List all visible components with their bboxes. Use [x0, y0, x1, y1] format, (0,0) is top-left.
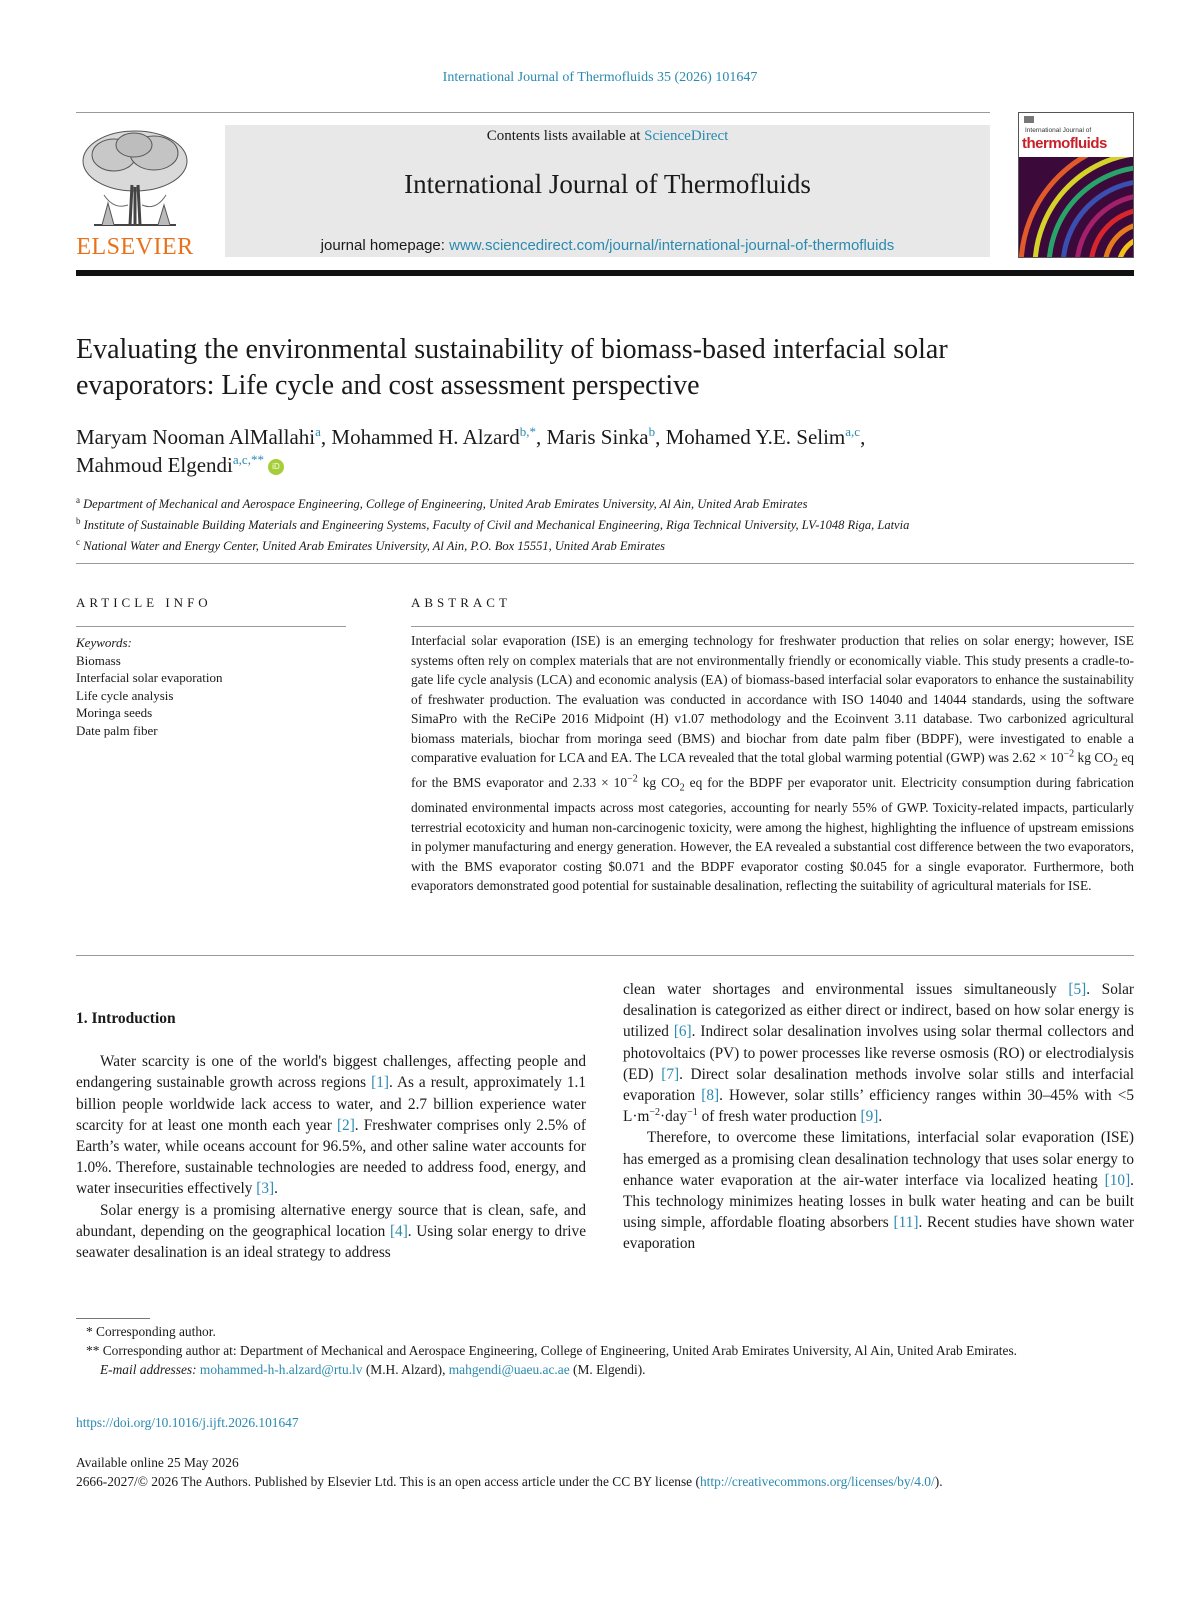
affiliation-c: $^c$ National Water and Energy Center, United Arab Emirates University, Al Ain, P.O. Box 15551, United Arab Emirates	[76, 537, 666, 554]
license-line: 2666-2027/© 2026 The Authors. Published by Elsevier Ltd. This is an open access article under the CC BY license (http://creativecommons.org/licenses/by/4.0/).	[76, 1474, 943, 1489]
paragraph: clean water shortages and environmental issues simultaneously [5]. Solar desalination is categorized as either direct or indirect, based on how solar energy is utilized [6]. Indirect solar desalination involves using solar thermal collectors and photovoltaics (PV) to power processes like reverse osmosis (RO) or electrodialysis (ED) [7]. Direct solar desalination methods involve solar stills and interfacial evaporation [8]. However, solar stills’ efficiency ranges within 30–45% with <5 $L\cdot m^{-2}\cdot day^{-1}$ of fresh water production [9].	[623, 981, 1134, 1126]
citation-link[interactable]: [5]	[1068, 981, 1087, 998]
citation-link[interactable]: [9]	[860, 1108, 879, 1126]
citation-link[interactable]: [3]	[256, 1180, 275, 1198]
keyword-item: Interfacial solar evaporation	[76, 670, 223, 685]
article-info-heading: ARTICLE INFO	[76, 595, 212, 610]
author-1[interactable]: Maryam Nooman AlMallahi	[76, 425, 316, 449]
keyword-item: Life cycle analysis	[76, 687, 174, 703]
homepage-line: journal homepage: www.sciencedirect.com/journal/international-journal-of-thermofluids	[320, 237, 895, 254]
license-link[interactable]: http://creativecommons.org/licenses/by/4.0/	[699, 1474, 935, 1489]
elsevier-tree-icon	[74, 125, 196, 233]
article-title: Evaluating the environmental sustainability of biomass-based interfacial solar evaporators: Life cycle and cost assessment perspective	[76, 334, 948, 401]
available-online-date: Available online 25 May 2026	[76, 1455, 239, 1470]
author-4[interactable]: Mohamed Y.E. Selim	[665, 425, 846, 449]
author-3-affiliation[interactable]: b	[648, 424, 656, 439]
author-1-affiliation[interactable]: a	[315, 424, 321, 439]
citation-link[interactable]: [6]	[673, 1023, 692, 1041]
elsevier-wordmark: ELSEVIER	[76, 234, 194, 260]
affiliations	[76, 492, 1134, 555]
paragraph: Water scarcity is one of the world's biggest challenges, affecting people and endangering sustainable growth across regions [1]. As a result, approximately 1.1 billion people worldwide lack access to water, and 2.7 billion experience water scarcity for at least one month each year [2]. Freshwater comprises only 2.5% of Earth’s water, while oceans account for 96.5%, and other saline water accounts for 1.0%. Therefore, sustainable technologies are needed to address food, energy, and water insecurities effectively [3].	[76, 1053, 587, 1198]
keyword-item: Moringa seeds	[76, 705, 153, 720]
email-link[interactable]: mahgendi@uaeu.ac.ae	[448, 1362, 570, 1377]
author-4-affiliation[interactable]: a,c	[845, 424, 861, 439]
keywords-label: Keywords:	[76, 635, 132, 650]
cover-subtitle: International Journal of	[1025, 127, 1092, 134]
citation-link[interactable]: [4]	[389, 1222, 408, 1240]
doi-link[interactable]: https://doi.org/10.1016/j.ijft.2026.101647	[76, 1415, 299, 1430]
journal-masthead	[225, 125, 990, 257]
abstract-text: Interfacial solar evaporation (ISE) is an emerging technology for freshwater production that relies on solar energy; however, ISE systems often rely on complex materials that are not environmentally friendly or economically viable. This study presents a cradle-to-gate life cycle analysis (LCA) and economic analysis (EA) of biomass-based interfacial solar evaporators to enhance the sustainability of freshwater production. The evaluation was conducted in accordance with ISO 14040 and 14044 standards, using the software SimaPro with the ReCiPe 2016 Midpoint (H) v1.07 methodology and the Ecoinvent 3.11 database. Two carbonized agricultural biomass materials, biochar from moringa seed (BMS) and biochar from date palm fiber (BDPF), were investigated to enable a comparative evaluation for LCA and EA. The LCA revealed that the total global warming potential (GWP) was $2.62 \times 10^{-2}$ kg $CO_2$ eq for the BMS evaporator and $2.33 \times 10^{-2}$ kg $CO_2$ eq for the BDPF per evaporator unit. Electricity consumption during fabrication dominated environmental impacts across most categories, accounting for nearly 55% of GWP. Toxicity-related impacts, particularly terrestrial ecotoxicity and human non-carcinogenic toxicity, were among the highest, highlighting the influence of upstream emissions in polymer manufacturing and energy generation. However, the EA revealed a substantial cost difference between the two evaporators, with the BMS evaporator costing $0.071 and the BDPF evaporator costing $0.045 for a single evaporator. Furthermore, both evaporators demonstrated good potential for sustainable desalination, reflecting the suitability of agricultural materials for ISE.	[411, 633, 1134, 894]
journal-homepage-link[interactable]: www.sciencedirect.com/journal/international-journal-of-thermofluids	[449, 237, 895, 254]
footnotes	[76, 1322, 1134, 1379]
paragraph: Therefore, to overcome these limitations, interfacial solar evaporation (ISE) has emerged as a promising clean desalination technology that uses solar energy to enhance water evaporation at the air-water interface via localized heating [10]. This technology minimizes heating losses in bulk water heating and can be built using simple, affordable floating absorbers [11]. Recent studies have shown water evaporation	[623, 1129, 1134, 1253]
citation-link[interactable]: [2]	[336, 1116, 355, 1134]
email-link[interactable]: mohammed-h-h.alzard@rtu.lv	[199, 1362, 363, 1377]
affiliation-a: $^a$ Department of Mechanical and Aerospace Engineering, College of Engineering, United Arab Emirates University, Al Ain, United Arab Emirates	[76, 495, 808, 512]
footnote-divider	[76, 1318, 150, 1319]
journal-reference[interactable]: International Journal of Thermofluids 35 (2026) 101647	[442, 70, 758, 85]
keyword-item: Date palm fiber	[76, 722, 158, 738]
section-heading: 1. Introduction	[76, 1010, 176, 1027]
abstract-divider	[411, 626, 1134, 627]
info-divider	[76, 626, 346, 627]
journal-title: International Journal of Thermofluids	[404, 169, 811, 199]
keywords-block	[76, 634, 346, 739]
author-5-affiliation[interactable]: a,c,**	[232, 452, 264, 467]
cover-publisher-icon	[1024, 116, 1034, 123]
abstract-heading: ABSTRACT	[411, 595, 511, 610]
orcid-icon[interactable]: iD	[268, 459, 284, 475]
top-divider	[76, 112, 990, 113]
author-2-affiliation[interactable]: b,*	[519, 424, 537, 439]
footnote-corresponding: * Corresponding author.	[86, 1324, 216, 1339]
cover-artwork-icon	[1019, 157, 1134, 258]
journal-cover[interactable]	[1018, 112, 1134, 258]
body-column-left	[76, 1008, 586, 1263]
affiliation-b: $^b$ Institute of Sustainable Building Materials and Engineering Systems, Faculty of Civil and Mechanical Engineering, Riga Technical University, LV-1048 Riga, Latvia	[76, 516, 910, 533]
citation-link[interactable]: [10]	[1104, 1171, 1131, 1189]
contents-line: Contents lists available at ScienceDirect	[486, 128, 729, 144]
divider	[76, 563, 1134, 564]
header-thick-divider	[76, 270, 1134, 276]
body-column-right	[623, 979, 1134, 1255]
cover-title: thermofluids	[1022, 135, 1107, 152]
paragraph: Solar energy is a promising alternative energy source that is clean, safe, and abundant, depending on the geographical location [4]. Using solar energy to drive seawater desalination is an ideal strategy to address	[76, 1201, 586, 1262]
divider	[76, 955, 1134, 956]
author-2[interactable]: Mohammed H. Alzard	[331, 425, 520, 449]
citation-link[interactable]: [8]	[701, 1087, 720, 1105]
author-list: Maryam Nooman AlMallahi$^a$, Mohammed H. Alzard$^{b,*}$, Maris Sinka$^b$, Mohamed Y.E. Selim$^{a,c}$, Mahmoud Elgendi$^{a,c,**}$ iD	[76, 424, 866, 477]
citation-link[interactable]: [11]	[893, 1214, 919, 1232]
footnote-corresponding-2: ** Corresponding author at: Department of Mechanical and Aerospace Engineering, College of Engineering, United Arab Emirates University, Al Ain, United Arab Emirates.	[86, 1343, 1018, 1358]
author-5[interactable]: Mahmoud Elgendi	[76, 453, 233, 477]
elsevier-logo[interactable]	[74, 125, 196, 261]
citation-link[interactable]: [1]	[371, 1074, 389, 1092]
author-3[interactable]: Maris Sinka	[546, 425, 649, 449]
footnote-emails: E-mail addresses: mohammed-h-h.alzard@rtu.lv (M.H. Alzard), mahgendi@uaeu.ac.ae (M. Elgendi).	[100, 1362, 646, 1377]
keyword-item: Biomass	[76, 652, 121, 668]
sciencedirect-link[interactable]: ScienceDirect	[644, 128, 729, 144]
citation-link[interactable]: [7]	[661, 1065, 680, 1083]
